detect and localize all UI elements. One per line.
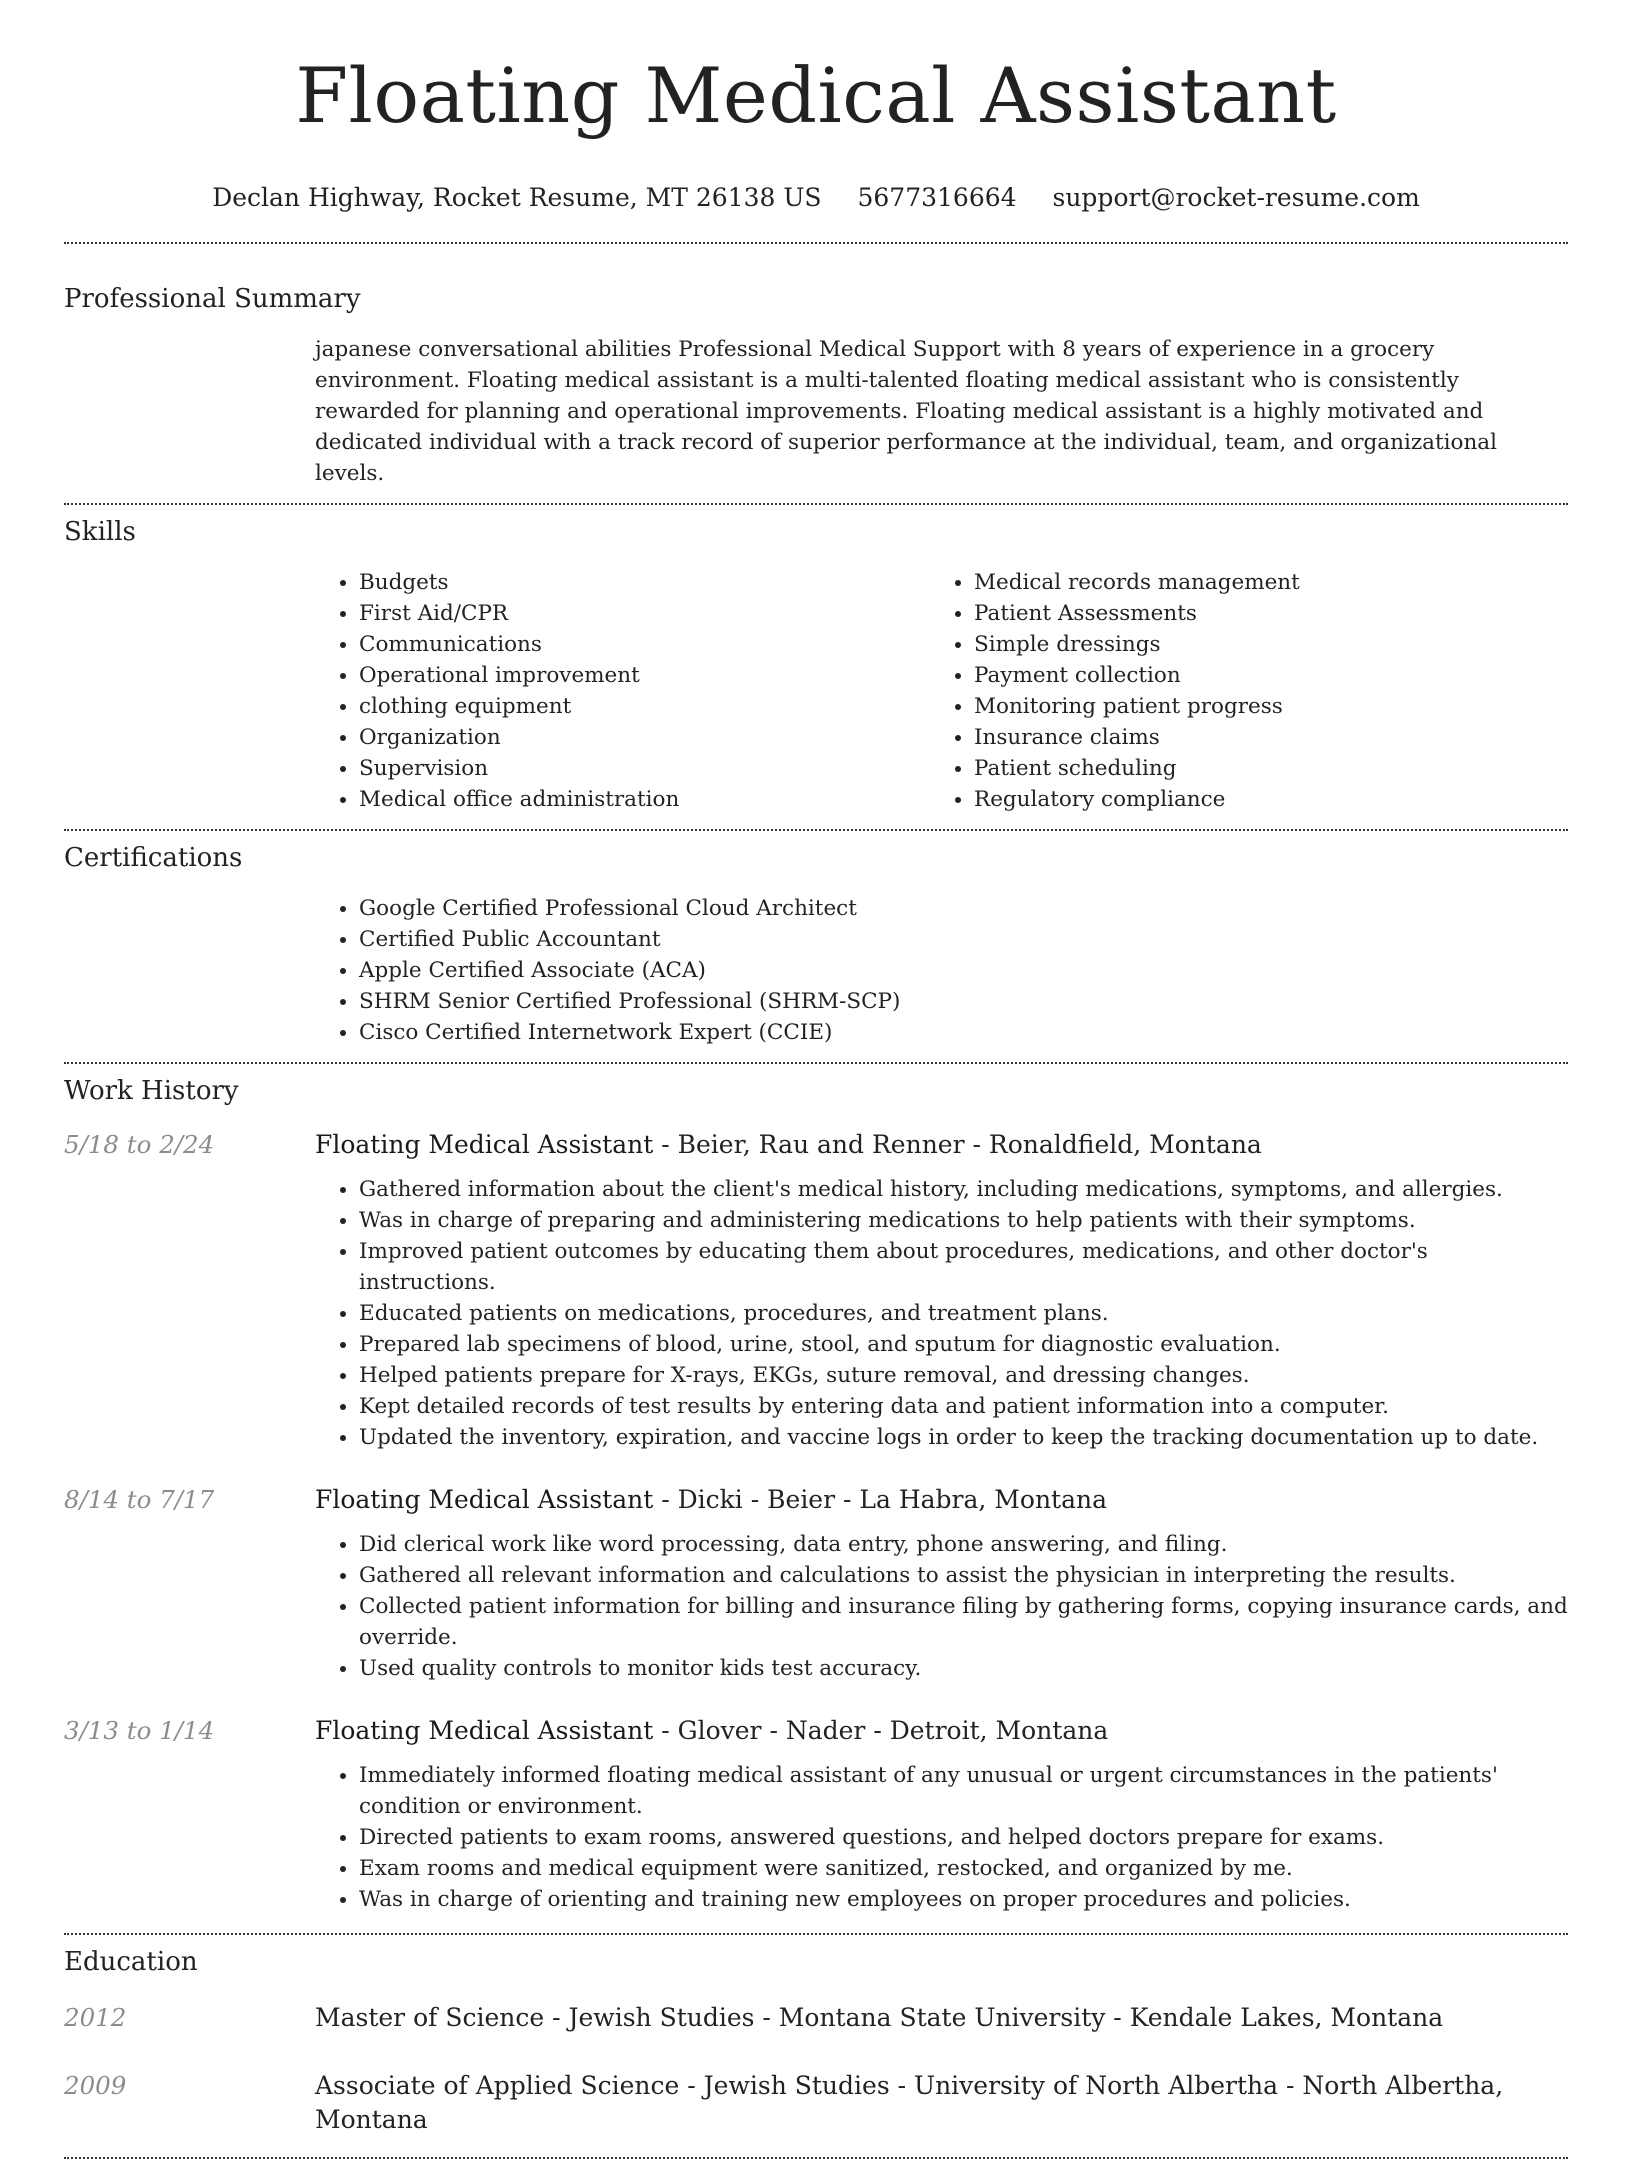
certification-item: • Cisco Certified Internetwork Expert (CCIE) bbox=[359, 1017, 1568, 1048]
job-bullet: • Exam rooms and medical equipment were sanitized, restocked, and organized by me. bbox=[359, 1853, 1568, 1884]
skill-item: • Payment collection bbox=[974, 660, 1545, 691]
job-bullet: • Educated patients on medications, procedures, and treatment plans. bbox=[359, 1298, 1568, 1329]
skill-item: • Medical records management bbox=[974, 567, 1545, 598]
job-bullet: • Gathered information about the client's medical history, including medications, symptoms, and allergies. bbox=[359, 1174, 1568, 1205]
job-heading bbox=[315, 1128, 1568, 1162]
job-employer: - Dicki - Beier - La Habra, Montana bbox=[653, 1485, 1108, 1514]
section-divider bbox=[64, 829, 1568, 831]
section-heading-education: Education bbox=[64, 1947, 198, 1977]
skills-column-right bbox=[930, 567, 1545, 815]
skill-item: • First Aid/CPR bbox=[359, 598, 930, 629]
certification-item: • SHRM Senior Certified Professional (SHRM-SCP) bbox=[359, 986, 1568, 1017]
contact-address: Declan Highway, Rocket Resume, MT 26138 US bbox=[212, 183, 822, 212]
skill-item: • Communications bbox=[359, 629, 930, 660]
section-heading-summary: Professional Summary bbox=[64, 284, 361, 314]
certification-item: • Certified Public Accountant bbox=[359, 924, 1568, 955]
summary-text: japanese conversational abilities Professional Medical Support with 8 years of experience in a grocery environment. Floating medical assistant is a multi-talented floating medical assistant who is consistently rewarded for planning and operational improvements. Floating medical assistant is a highly motivated and dedicated individual with a track record of superior performance at the individual, team, and organizational levels. bbox=[315, 337, 1497, 486]
skills-column-left bbox=[315, 567, 930, 815]
skill-item: • Patient Assessments bbox=[974, 598, 1545, 629]
certifications-list bbox=[315, 893, 1568, 1048]
education-year: 2009 bbox=[64, 2071, 127, 2100]
section-divider bbox=[64, 1062, 1568, 1064]
skill-item: • Supervision bbox=[359, 753, 930, 784]
job-heading bbox=[315, 1483, 1568, 1517]
skill-item: • Budgets bbox=[359, 567, 930, 598]
skills-list bbox=[315, 567, 1568, 815]
resume-page bbox=[64, 0, 1568, 2159]
job-title: Floating Medical Assistant bbox=[315, 1130, 654, 1159]
job-bullets bbox=[315, 1529, 1568, 1684]
job-bullet: • Did clerical work like word processing, data entry, phone answering, and filing. bbox=[359, 1529, 1568, 1560]
education-degree: Associate of Applied Science - Jewish Studies bbox=[315, 2071, 890, 2100]
job-details bbox=[315, 1128, 1568, 1453]
job-bullet: • Prepared lab specimens of blood, urine, stool, and sputum for diagnostic evaluation. bbox=[359, 1329, 1568, 1360]
education-year: 2012 bbox=[64, 2003, 127, 2032]
section-heading-skills: Skills bbox=[64, 517, 136, 547]
education-details bbox=[315, 2069, 1568, 2137]
skill-item: • Organization bbox=[359, 722, 930, 753]
job-bullet: • Helped patients prepare for X-rays, EKGs, suture removal, and dressing changes. bbox=[359, 1360, 1568, 1391]
job-details bbox=[315, 1483, 1568, 1684]
job-employer: - Glover - Nader - Detroit, Montana bbox=[653, 1716, 1109, 1745]
skill-item: • Operational improvement bbox=[359, 660, 930, 691]
certification-item: • Google Certified Professional Cloud Architect bbox=[359, 893, 1568, 924]
section-divider bbox=[64, 1933, 1568, 1935]
education-school: - University of North Albertha - North Albertha, Montana bbox=[315, 2071, 1504, 2134]
job-bullets bbox=[315, 1174, 1568, 1453]
job-bullet: • Used quality controls to monitor kids test accuracy. bbox=[359, 1653, 1568, 1684]
job-bullet: • Updated the inventory, expiration, and vaccine logs in order to keep the tracking documentation up to date. bbox=[359, 1422, 1568, 1453]
job-bullet: • Gathered all relevant information and calculations to assist the physician in interpreting the results. bbox=[359, 1560, 1568, 1591]
contact-line bbox=[64, 180, 1568, 216]
education-entry bbox=[64, 2069, 1568, 2137]
job-bullet: • Was in charge of orienting and training new employees on proper procedures and policies. bbox=[359, 1884, 1568, 1915]
job-entry bbox=[64, 1128, 1568, 1453]
skill-item: • Medical office administration bbox=[359, 784, 930, 815]
job-bullets bbox=[315, 1760, 1568, 1915]
education-degree: Master of Science - Jewish Studies bbox=[315, 2003, 755, 2032]
job-dates: 3/13 to 1/14 bbox=[64, 1716, 215, 1745]
job-bullet: • Immediately informed floating medical assistant of any unusual or urgent circumstances in the patients' condition or environment. bbox=[359, 1760, 1568, 1822]
skill-item: • Regulatory compliance bbox=[974, 784, 1545, 815]
job-details bbox=[315, 1714, 1568, 1915]
job-bullet: • Directed patients to exam rooms, answered questions, and helped doctors prepare for exams. bbox=[359, 1822, 1568, 1853]
job-title: Floating Medical Assistant bbox=[315, 1485, 654, 1514]
job-title: Floating Medical Assistant bbox=[315, 1716, 654, 1745]
education-entry bbox=[64, 2001, 1568, 2035]
skill-item: • clothing equipment bbox=[359, 691, 930, 722]
job-entry bbox=[64, 1714, 1568, 1915]
job-bullet: • Collected patient information for billing and insurance filing by gathering forms, copying insurance cards, and override. bbox=[359, 1591, 1568, 1653]
skill-item: • Patient scheduling bbox=[974, 753, 1545, 784]
education-school: - Montana State University - Kendale Lakes, Montana bbox=[754, 2003, 1444, 2032]
job-bullet: • Was in charge of preparing and administering medications to help patients with their symptoms. bbox=[359, 1205, 1568, 1236]
section-divider bbox=[64, 503, 1568, 505]
job-employer: - Beier, Rau and Renner - Ronaldfield, Montana bbox=[653, 1130, 1262, 1159]
section-divider bbox=[64, 242, 1568, 244]
section-heading-work-history: Work History bbox=[64, 1076, 239, 1106]
job-dates: 8/14 to 7/17 bbox=[64, 1485, 215, 1514]
job-dates: 5/18 to 2/24 bbox=[64, 1130, 215, 1159]
certification-item: • Apple Certified Associate (ACA) bbox=[359, 955, 1568, 986]
resume-title: Floating Medical Assistant bbox=[295, 51, 1337, 140]
section-heading-certifications: Certifications bbox=[64, 843, 243, 873]
skill-item: • Insurance claims bbox=[974, 722, 1545, 753]
job-bullet: • Kept detailed records of test results by entering data and patient information into a computer. bbox=[359, 1391, 1568, 1422]
contact-phone: 5677316664 bbox=[857, 183, 1017, 212]
skill-item: • Monitoring patient progress bbox=[974, 691, 1545, 722]
job-bullet: • Improved patient outcomes by educating them about procedures, medications, and other doctor's instructions. bbox=[359, 1236, 1568, 1298]
education-details bbox=[315, 2001, 1443, 2035]
job-entry bbox=[64, 1483, 1568, 1684]
contact-email: support@rocket-resume.com bbox=[1052, 183, 1420, 212]
skill-item: • Simple dressings bbox=[974, 629, 1545, 660]
job-heading bbox=[315, 1714, 1568, 1748]
